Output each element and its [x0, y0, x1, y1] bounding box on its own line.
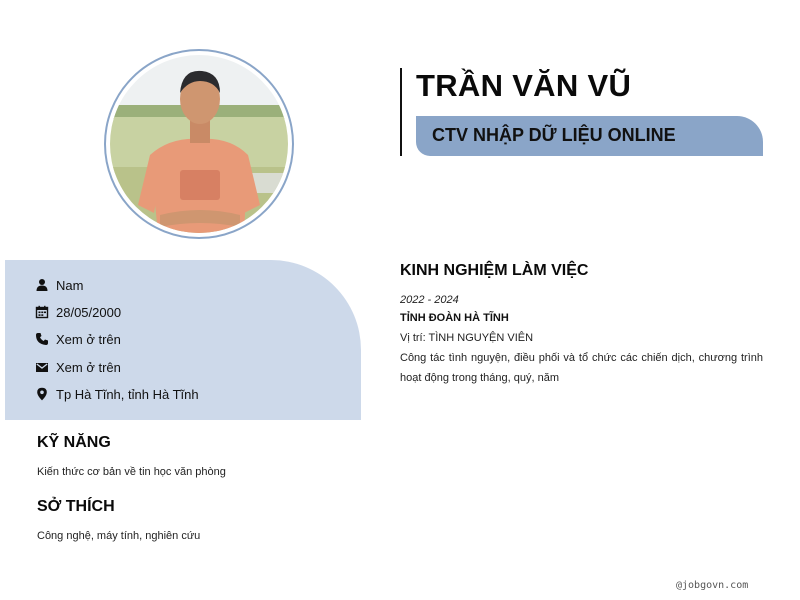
contact-birthdate: [35, 303, 121, 321]
gender-value: Nam: [56, 277, 84, 293]
location-pin-icon: [35, 387, 49, 401]
email-value: Xem ở trên: [56, 359, 121, 375]
skills-heading: KỸ NĂNG: [37, 434, 111, 451]
experience-position: Vị trí: TÌNH NGUYỆN VIÊN: [400, 332, 534, 344]
experience-years: 2022 - 2024: [400, 294, 459, 306]
calendar-icon: [35, 305, 49, 319]
contact-address: [35, 385, 199, 403]
watermark: @jobgovn.com: [676, 580, 749, 591]
contact-email: [35, 358, 121, 376]
header-divider: [400, 68, 402, 156]
address-value: Tp Hà Tĩnh, tỉnh Hà Tĩnh: [56, 386, 199, 402]
contact-phone: [35, 330, 121, 348]
birthdate-value: 28/05/2000: [56, 304, 122, 320]
experience-heading: KINH NGHIỆM LÀM VIỆC: [400, 262, 589, 279]
person-icon: [35, 278, 49, 292]
skills-text: Kiến thức cơ bản về tin học văn phòng: [37, 466, 226, 478]
hobbies-text: Công nghệ, máy tính, nghiên cứu: [37, 530, 201, 542]
candidate-name: TRẦN VĂN VŨ: [416, 68, 632, 103]
phone-icon: [35, 332, 49, 346]
job-title: CTV NHẬP DỮ LIỆU ONLINE: [432, 125, 676, 145]
phone-value: Xem ở trên: [56, 331, 121, 347]
hobbies-heading: SỞ THÍCH: [37, 498, 115, 515]
job-title-banner: [416, 116, 763, 156]
contact-gender: [35, 276, 83, 294]
experience-description: Công tác tình nguyện, điều phối và tổ chức các chiến dịch, chương trình hoạt động trong tháng, quý, năm: [400, 352, 763, 384]
mail-icon: [35, 360, 49, 374]
avatar: [110, 55, 288, 233]
experience-organization: TỈNH ĐOÀN HÀ TĨNH: [400, 312, 509, 324]
